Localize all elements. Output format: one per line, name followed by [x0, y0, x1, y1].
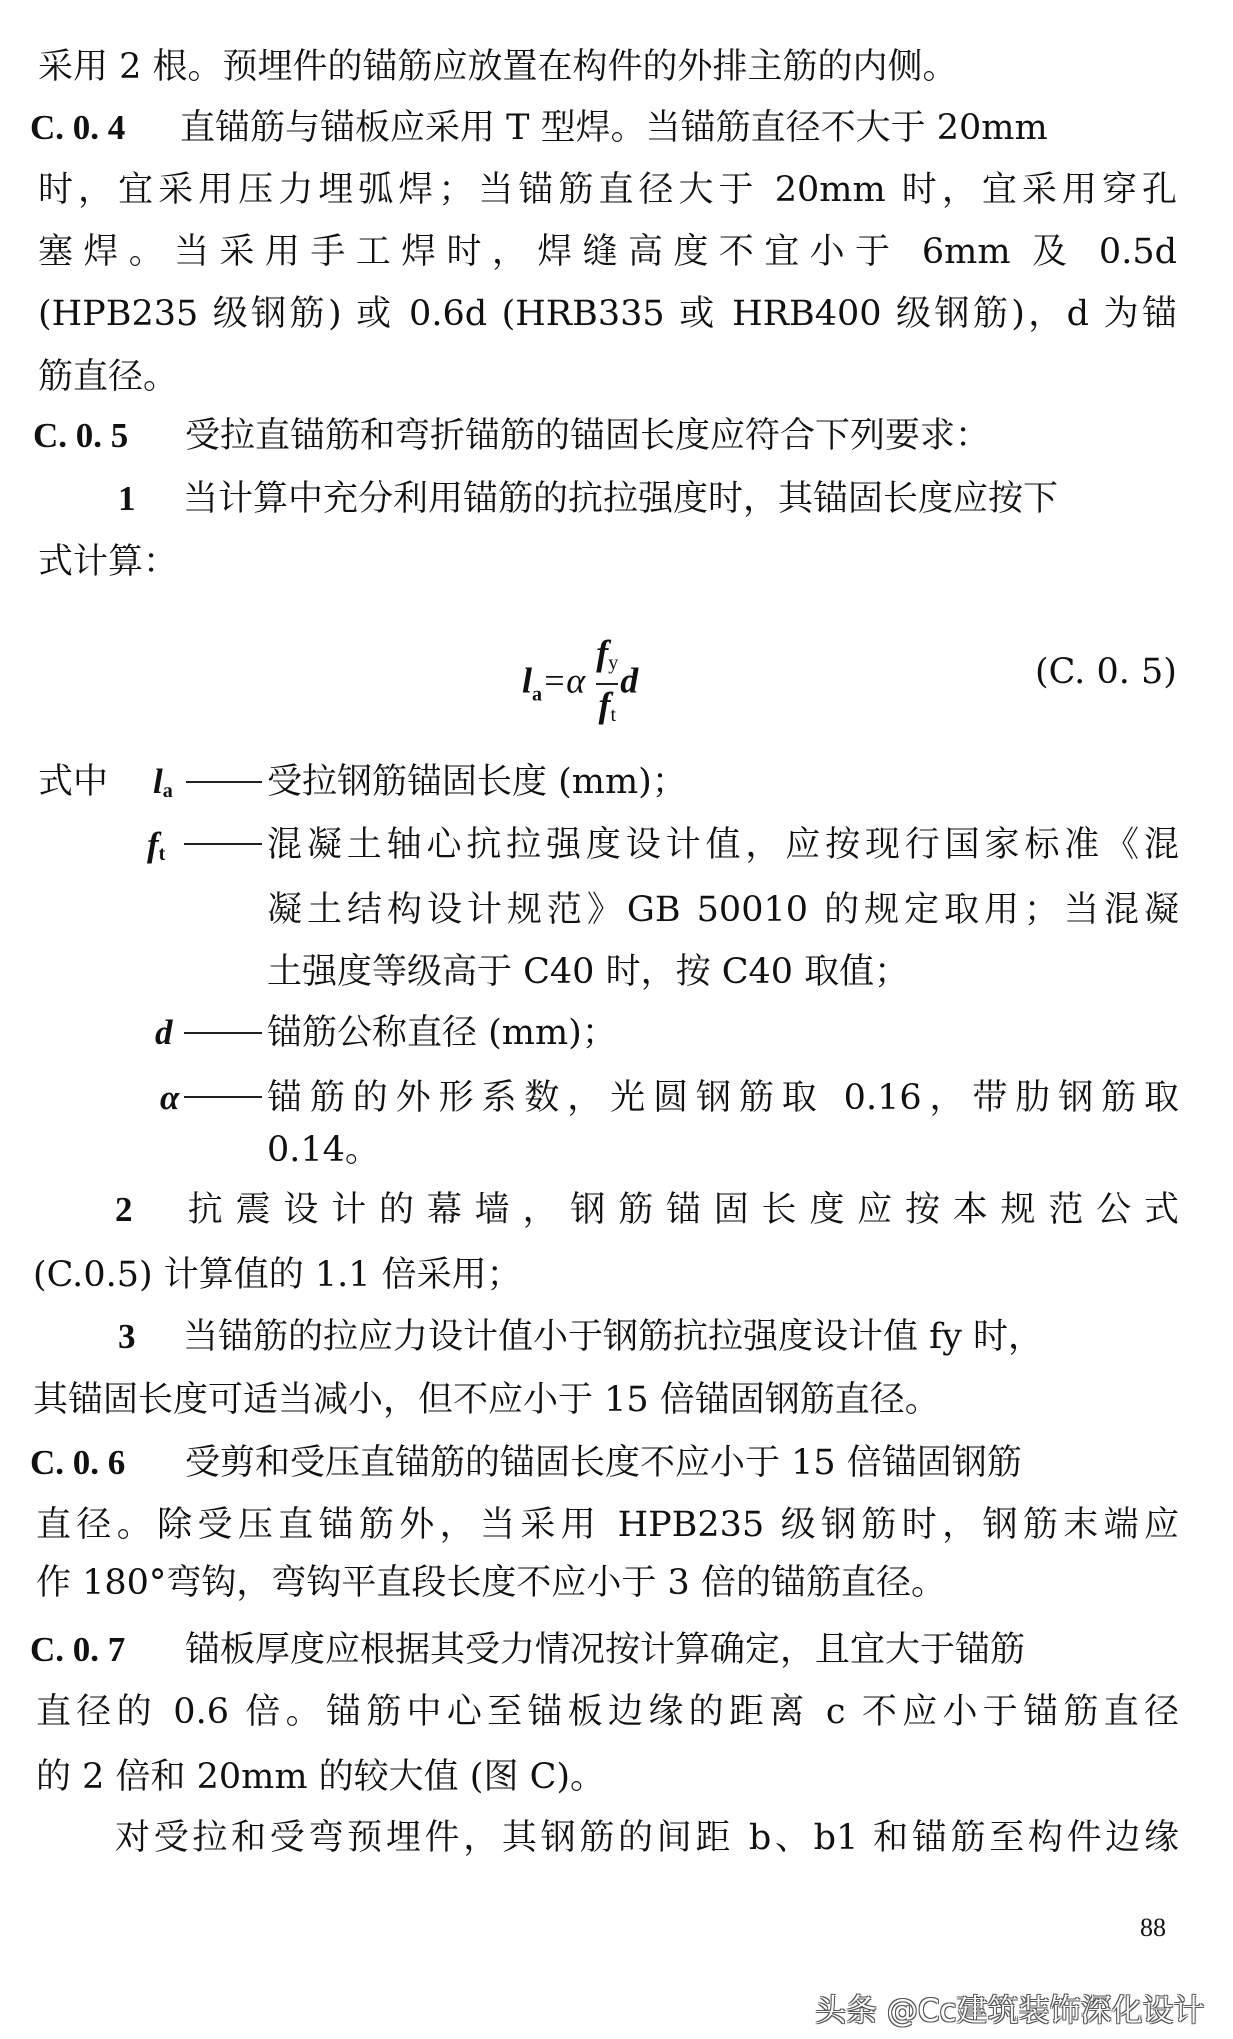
em-dash [184, 1096, 262, 1098]
item-label: 3 [118, 1317, 136, 1356]
paragraph-line: (HPB235 级钢筋) 或 0.6d (HRB335 或 HRB400 级钢筋)，d 为锚 [38, 294, 1177, 334]
clause-c05-line [33, 414, 990, 458]
clause-c07-line [30, 1628, 1025, 1672]
clause-label: C. 0. 4 [30, 108, 126, 147]
page-number: 88 [1140, 1913, 1166, 1942]
item-label: 2 [115, 1190, 133, 1229]
equation-number: (C. 0. 5) [1035, 652, 1177, 692]
definition-text: 混凝土轴心抗拉强度设计值，应按现行国家标准《混 [267, 825, 1179, 865]
em-dash [184, 843, 262, 845]
item-1-line [118, 477, 1058, 521]
item-label: 1 [118, 479, 136, 518]
item-text: 当锚筋的拉应力设计值小于钢筋抗拉强度设计值 fy 时， [183, 1317, 1043, 1357]
paragraph-line: 采用 2 根。预埋件的锚筋应放置在构件的外排主筋的内侧。 [38, 47, 958, 87]
formula-c05 [522, 633, 638, 735]
where-label: 式中 [38, 762, 109, 802]
numerator: f [596, 633, 609, 673]
definition-text: 凝土结构设计规范》GB 50010 的规定取用；当混凝 [267, 890, 1179, 930]
formula-fraction [596, 633, 618, 735]
paragraph-line: (C.0.5) 计算值的 1.1 倍采用； [33, 1255, 522, 1295]
clause-c04-line [30, 106, 1177, 150]
paragraph-line: 其锚固长度可适当减小，但不应小于 15 倍锚固钢筋直径。 [33, 1380, 940, 1420]
clause-text: 受剪和受压直锚筋的锚固长度不应小于 15 倍锚固钢筋 [185, 1443, 1022, 1483]
paragraph-line: 式计算： [38, 542, 179, 582]
item-3-line [118, 1315, 1179, 1359]
paragraph-line: 的 2 倍和 20mm 的较大值 (图 C)。 [36, 1757, 606, 1797]
paragraph-line: 直径的 0.6 倍。锚筋中心至锚板边缘的距离 c 不应小于锚筋直径 [36, 1692, 1179, 1732]
paragraph-line: 直径。除受压直锚筋外，当采用 HPB235 级钢筋时，钢筋末端应 [36, 1505, 1179, 1545]
definition-text: 土强度等级高于 C40 时，按 C40 取值； [267, 952, 910, 992]
clause-label: C. 0. 5 [33, 416, 129, 455]
watermark: 头条 @Cc建筑装饰深化设计 [815, 1993, 1205, 2029]
paragraph-line: 塞焊。当采用手工焊时，焊缝高度不宜小于 6mm 及 0.5d [38, 232, 1177, 272]
clause-label: C. 0. 6 [30, 1443, 126, 1482]
symbol-d: d [155, 1013, 173, 1052]
item-text: 抗震设计的幕墙，钢筋锚固长度应按本规范公式 [175, 1190, 1179, 1230]
em-dash [186, 781, 262, 783]
formula-equals-alpha: =α [542, 660, 586, 701]
symbol-alpha: α [160, 1078, 180, 1117]
clause-text: 直锚筋与锚板应采用 T 型焊。当锚筋直径不大于 20mm [180, 108, 1048, 148]
paragraph-line: 对受拉和受弯预埋件，其钢筋的间距 b、b1 和锚筋至构件边缘 [115, 1818, 1179, 1858]
definition-text: 受拉钢筋锚固长度 (mm)； [267, 762, 687, 802]
item-text: 当计算中充分利用锚筋的抗拉强度时，其锚固长度应按下 [183, 479, 1059, 519]
paragraph-line: 作 180°弯钩，弯钩平直段长度不应小于 3 倍的锚筋直径。 [36, 1563, 946, 1603]
denominator: f [598, 685, 611, 725]
clause-c06-line [30, 1441, 1022, 1485]
denominator-sub: t [610, 704, 616, 726]
paragraph-line: 筋直径。 [38, 357, 179, 397]
definition-text: 锚筋的外形系数，光圆钢筋取 0.16，带肋钢筋取 [267, 1078, 1179, 1118]
definition-text: 锚筋公称直径 (mm)； [267, 1013, 617, 1053]
formula-lhs: l [522, 660, 533, 701]
clause-label: C. 0. 7 [30, 1630, 126, 1669]
numerator-sub: y [608, 652, 619, 674]
formula-d: d [620, 660, 639, 701]
symbol-la: $l_a$ [153, 762, 173, 802]
formula-lhs-sub: a [532, 683, 543, 706]
definition-text: 0.14。 [267, 1130, 380, 1170]
item-2-line [115, 1188, 1179, 1232]
clause-text: 受拉直锚筋和弯折锚筋的锚固长度应符合下列要求： [185, 416, 991, 456]
symbol-ft: $f_t$ [147, 825, 166, 865]
clause-text: 锚板厚度应根据其受力情况按计算确定，且宜大于锚筋 [185, 1630, 1026, 1670]
em-dash [184, 1032, 262, 1034]
paragraph-line: 时，宜采用压力埋弧焊；当锚筋直径大于 20mm 时，宜采用穿孔 [38, 170, 1177, 210]
